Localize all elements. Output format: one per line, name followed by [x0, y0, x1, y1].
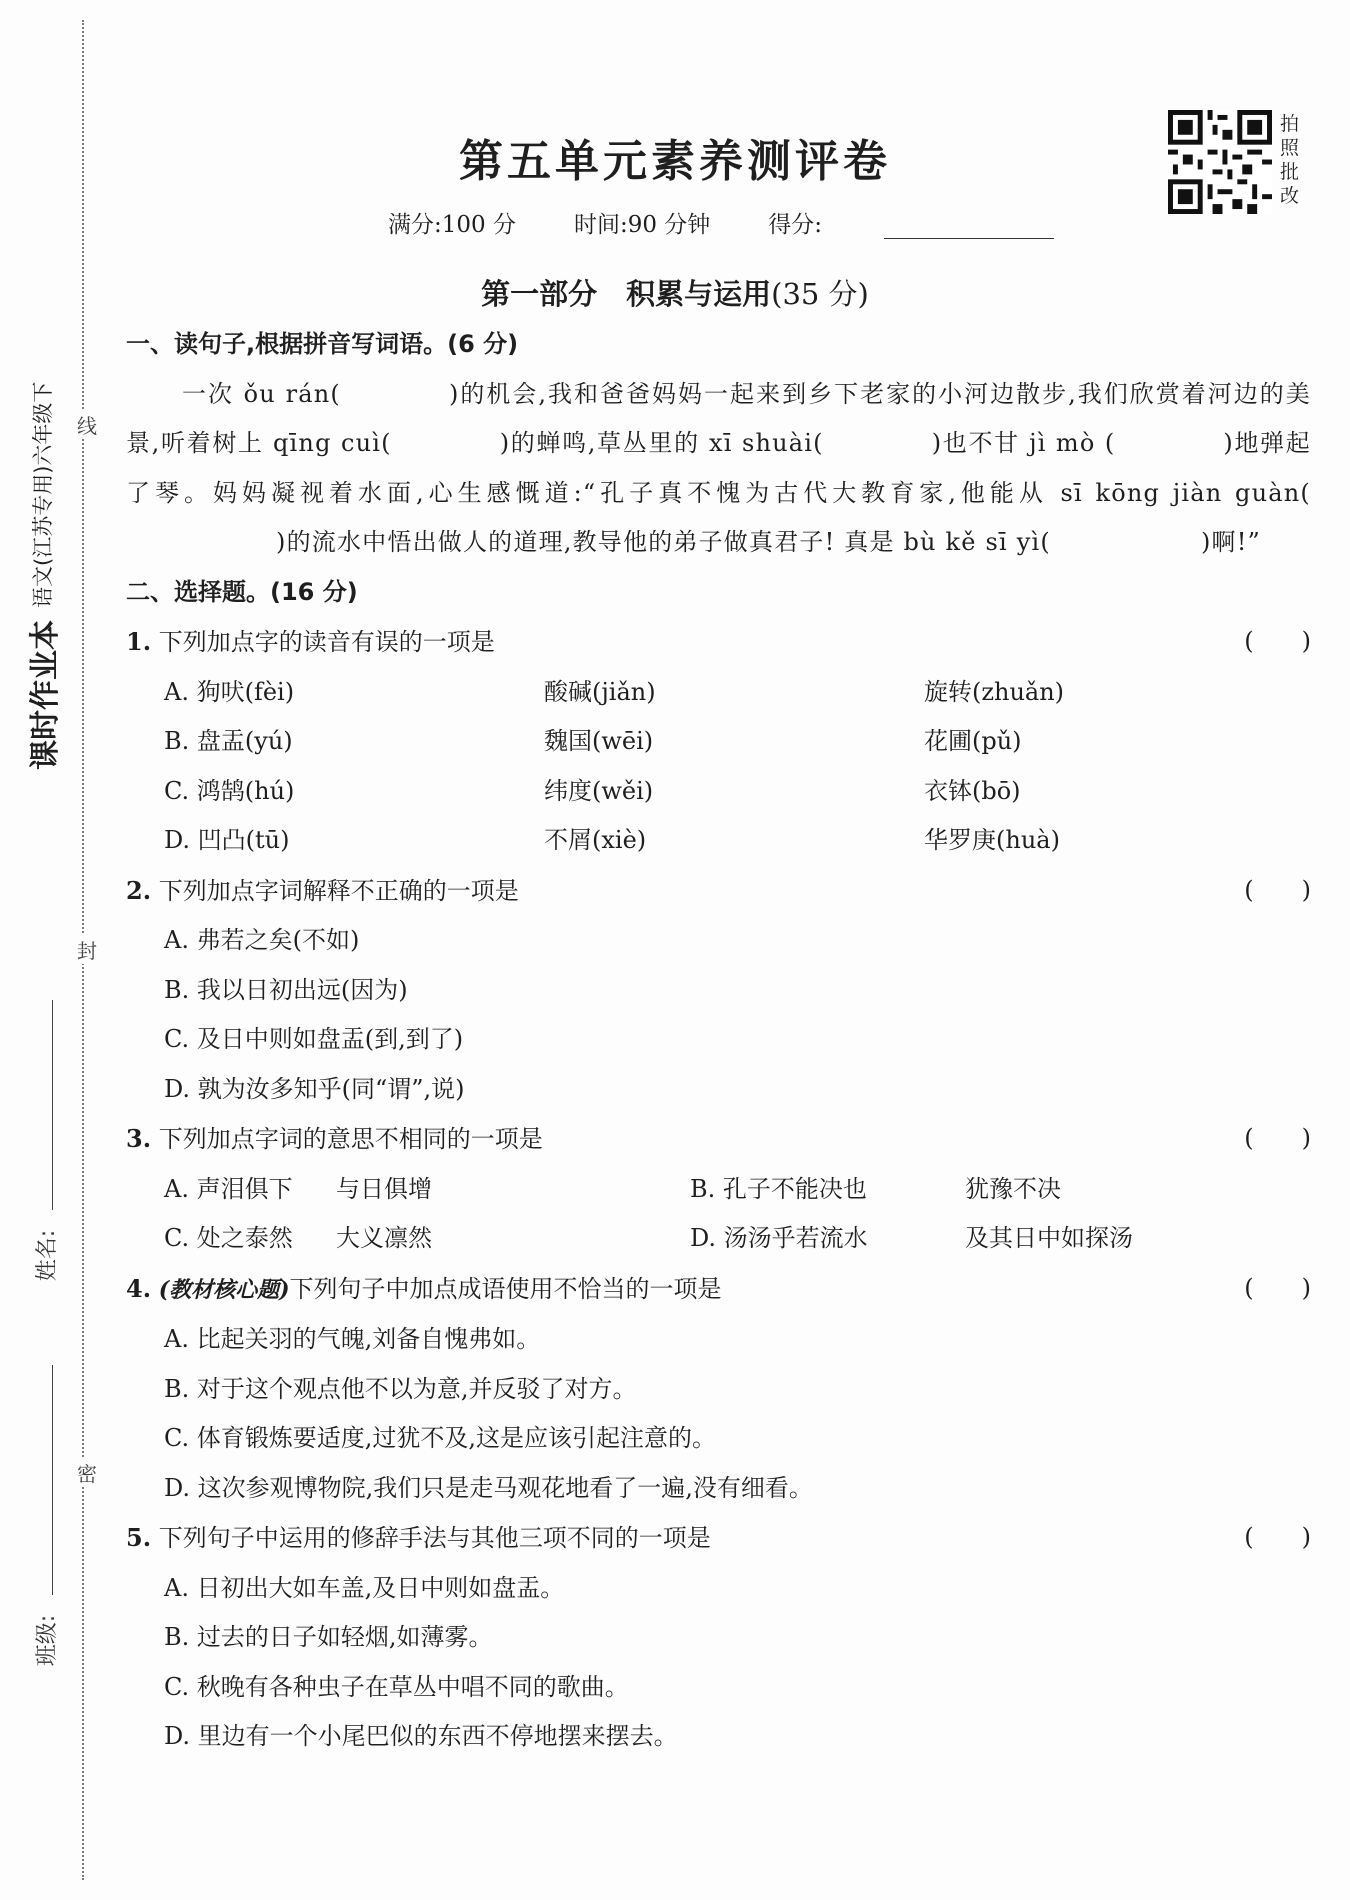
margin-mark-secret: 密: [76, 1458, 98, 1487]
book-info: 语文(江苏专用)六年级下: [31, 381, 55, 608]
part-title: 第一部分 积累与运用(35 分): [481, 277, 869, 311]
core-question-tag: (教材核心题): [158, 1276, 290, 1303]
question-5-options: A. 日初出大如车盖,及日中则如盘盂。 B. 过去的日子如轻烟,如薄雾。 C. 秋晚有各种虫子在草丛中唱不同的歌曲。 D. 里边有一个小尾巴似的东西不停地摆来摆去。: [164, 1573, 678, 1750]
qr-caption: 拍 照 批 改: [1280, 113, 1300, 207]
section-1-heading: 一、读句子,根据拼音写词语。(6 分): [126, 330, 519, 358]
question-4: 4. (教材核心题)下列句子中加点成语使用不恰当的一项是 ( ): [126, 1264, 1311, 1316]
book-brand: 课时作业本: [28, 620, 63, 770]
margin-mark-line: 线: [76, 410, 98, 439]
full-score: 满分:100 分: [388, 212, 516, 238]
question-3-options: A. 声泪俱下 与日俱增 B. 孔子不能决也 犹豫不决 C. 处之泰然 大义凛然 D. 汤汤乎若流水 及其日中如探汤: [164, 1174, 1133, 1252]
answer-paren: ( ): [1244, 1523, 1311, 1551]
score-input-line: [884, 216, 1054, 239]
section-1-passage: 一次 ǒu rán( )的机会,我和爸爸妈妈一起来到乡下老家的小河边散步,我们欣赏着河边的美景,听着树上 qīng cuì( )的蝉鸣,草丛里的 xī shuài( )也不甘 jì mò ( )地弹起了琴。妈妈凝视着水面,心生感慨道:“孔子真不愧为古代大教育家,他能从 sī kōng jiàn guàn()的流水中悟出做人的道理,教导他的弟子做真君子! 真是 bù kě sī yì( )啊!”: [126, 379, 1312, 556]
score-info: [388, 206, 1054, 239]
score-label: 得分:: [768, 212, 823, 238]
question-2-options: A. 弗若之矣(不如) B. 我以日初出远(因为) C. 及日中则如盘盂(到,到了) D. 孰为汝多知乎(同“谓”,说): [164, 926, 465, 1103]
name-field-line: [52, 1000, 53, 1210]
class-field-label: 班级:: [35, 1614, 61, 1667]
page-title: 第五单元素养测评卷: [459, 136, 891, 187]
answer-paren: ( ): [1244, 1124, 1311, 1152]
section-2-heading: 二、选择题。(16 分): [126, 577, 358, 606]
question-2: 2. 下列加点字词解释不正确的一项是 ( ): [126, 866, 1311, 917]
time-limit: 时间:90 分钟: [573, 212, 711, 238]
exam-content: [126, 320, 1311, 1762]
answer-paren: ( ): [1244, 875, 1311, 904]
question-1: 1. 下列加点字的读音有误的一项是 ( ): [126, 617, 1311, 668]
question-3: 3. 下列加点字词的意思不相同的一项是 ( ): [126, 1114, 1311, 1165]
answer-paren: ( ): [1244, 627, 1311, 655]
question-1-options: A. 狗吠(fèi) 酸碱(jiǎn) 旋转(zhuǎn) B. 盘盂(yú) 魏国(wēi) 花圃(pǔ) C. 鸿鹄(hú) 纬度(wěi) 衣钵(bō) D. 凹凸(tū) 不屑(xiè) 华罗庚(huà): [164, 677, 1065, 854]
question-5: 5. 下列句子中运用的修辞手法与其他三项不同的一项是 ( ): [126, 1513, 1311, 1564]
question-4-options: A. 比起关羽的气魄,刘备自愧弗如。 B. 对于这个观点他不以为意,并反驳了对方。 C. 体育锻炼要适度,过犹不及,这是应该引起注意的。 D. 这次参观博物院,我们只是走马观花地看了一遍,没有细看。: [164, 1325, 813, 1502]
answer-paren: ( ): [1244, 1273, 1311, 1302]
name-field-label: 姓名:: [35, 1229, 61, 1282]
side-book-label: [20, 270, 64, 770]
class-field-line: [52, 1365, 53, 1595]
margin-mark-seal: 封: [76, 935, 98, 964]
